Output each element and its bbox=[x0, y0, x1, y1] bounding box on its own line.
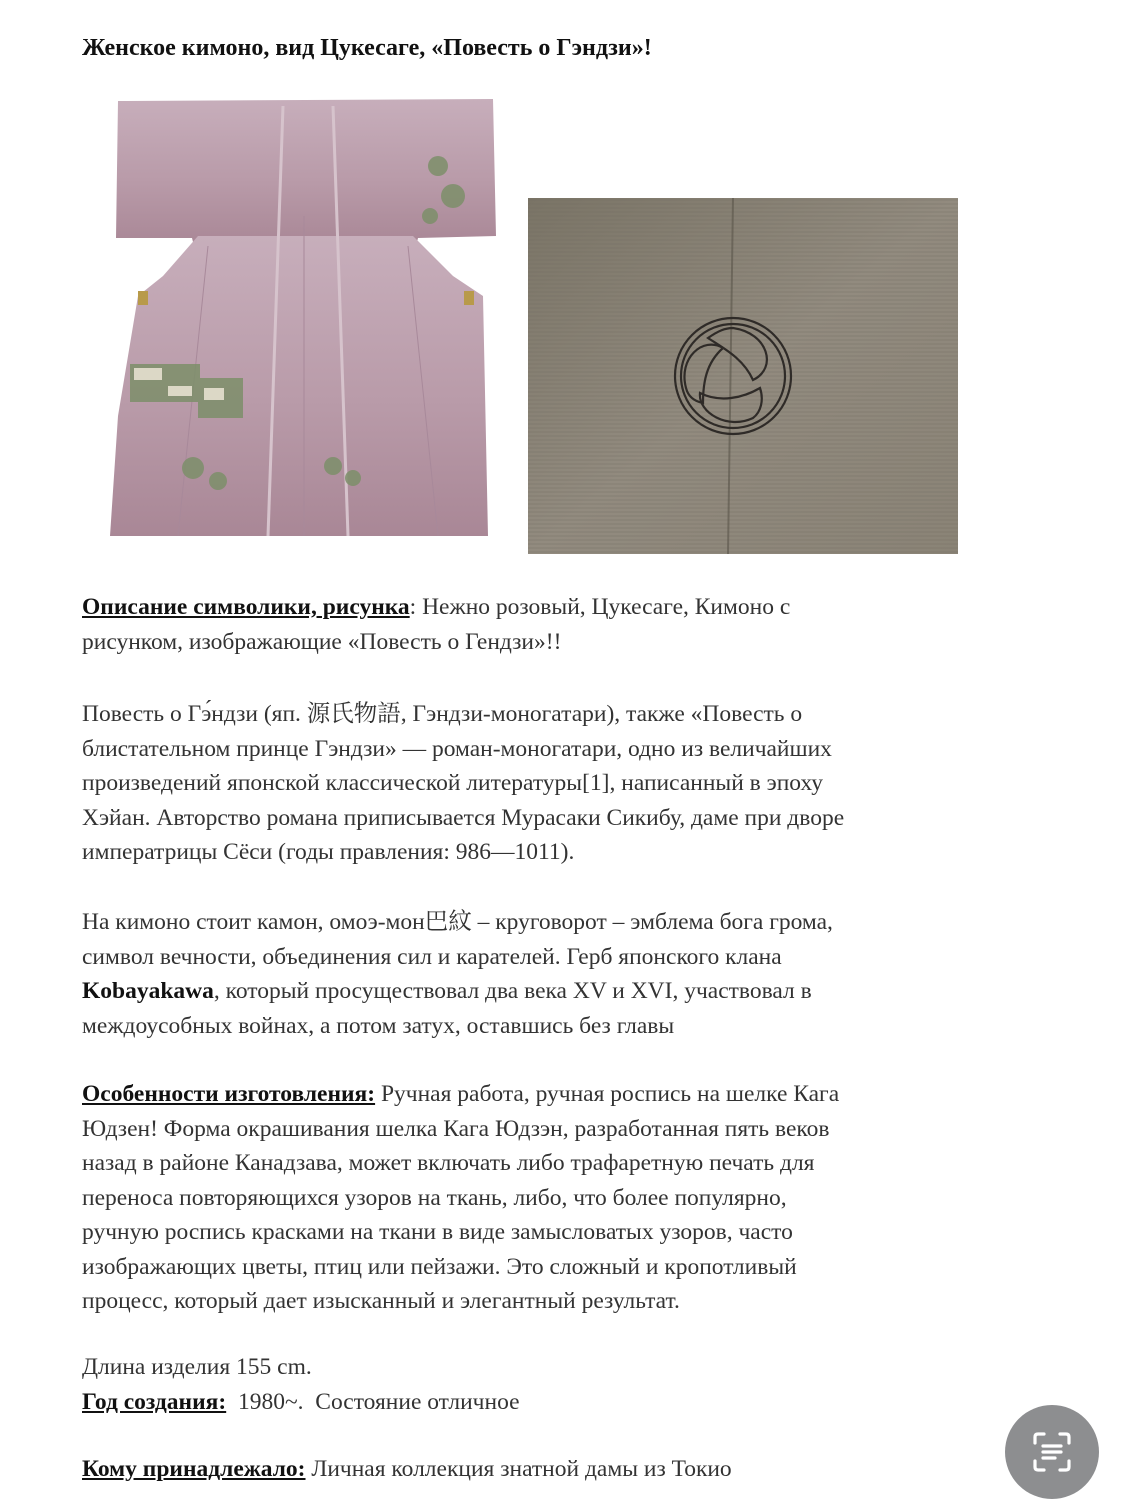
kamon-line: междоусобных войнах, а потом затух, оставшись без главы bbox=[82, 1012, 675, 1039]
manufacturing-line: Юдзен! Форма окрашивания шелка Кага Юдзэн, разработанная пять веков bbox=[82, 1115, 830, 1142]
clan-name: Kobayakawa bbox=[82, 978, 214, 1004]
manufacturing-line: Ручная работа, ручная роспись на шелке Кага bbox=[375, 1081, 840, 1107]
owner-label: Кому принадлежало: bbox=[82, 1456, 306, 1482]
genji-line: Хэйан. Авторство романа приписывается Мурасаки Сикибу, даме при дворе bbox=[82, 804, 845, 831]
manufacturing-line: переноса повторяющихся узоров на ткань, либо, что более популярно, bbox=[82, 1184, 787, 1211]
kimono-photo bbox=[108, 96, 500, 540]
manufacturing-line: назад в районе Канадзава, может включать либо трафаретную печать для bbox=[82, 1150, 815, 1176]
manufacturing-line: процесс, который дает изысканный и элегантный результат. bbox=[82, 1288, 680, 1314]
kamon-line: символ вечности, объединения сил и карателей. Герб японского клана bbox=[82, 943, 782, 970]
year-value: 1980~. Состояние отличное bbox=[226, 1388, 520, 1415]
specs-section bbox=[82, 1350, 1072, 1419]
page-title: Женское кимоно, вид Цукесаге, «Повесть о Гэндзи»! bbox=[82, 35, 652, 61]
kamon-line: На кимоно стоит камон, омоэ-мон巴紋 – круговорот – эмблема бога грома, bbox=[82, 909, 833, 935]
genji-line: произведений японской классической литературы[1], написанный в эпоху bbox=[82, 770, 824, 796]
genji-line: блистательном принце Гэндзи» — роман-моногатари, одно из величайших bbox=[82, 735, 832, 762]
symbolism-label: Описание символики, рисунка bbox=[82, 594, 410, 620]
genji-paragraph bbox=[82, 697, 1072, 870]
genji-line: Повесть о Гэ́ндзи (яп. 源氏物語, Гэндзи-моногатари), также «Повесть о bbox=[82, 701, 803, 727]
owner-section bbox=[82, 1452, 1072, 1487]
manufacturing-line: изображающих цветы, птиц или пейзажи. Это сложный и кропотливый bbox=[82, 1253, 797, 1280]
owner-value: Личная коллекция знатной дамы из Токио bbox=[305, 1456, 732, 1482]
manufacturing-section bbox=[82, 1077, 1072, 1319]
symbolism-text-2: рисунком, изображающие «Повесть о Гендзи»!! bbox=[82, 628, 562, 655]
kamon-detail-photo bbox=[528, 198, 958, 554]
symbolism-text: : Нежно розовый, Цукесаге, Кимоно с bbox=[409, 594, 791, 620]
genji-line: императрицы Сёси (годы правления: 986—1011). bbox=[82, 839, 575, 865]
length-text: Длина изделия 155 cm. bbox=[82, 1354, 312, 1380]
kamon-line: , который просуществовал два века XV и XVI, участвовал в bbox=[213, 978, 812, 1004]
manufacturing-line: ручную роспись красками на ткани в виде замысловатых узоров, часто bbox=[82, 1219, 793, 1245]
kamon-paragraph bbox=[82, 905, 1072, 1043]
scan-text-button[interactable] bbox=[1005, 1405, 1099, 1499]
year-label: Год создания: bbox=[82, 1388, 227, 1415]
symbolism-section bbox=[82, 590, 1072, 659]
manufacturing-label: Особенности изготовления: bbox=[82, 1081, 376, 1107]
scan-text-icon bbox=[1005, 1405, 1099, 1499]
